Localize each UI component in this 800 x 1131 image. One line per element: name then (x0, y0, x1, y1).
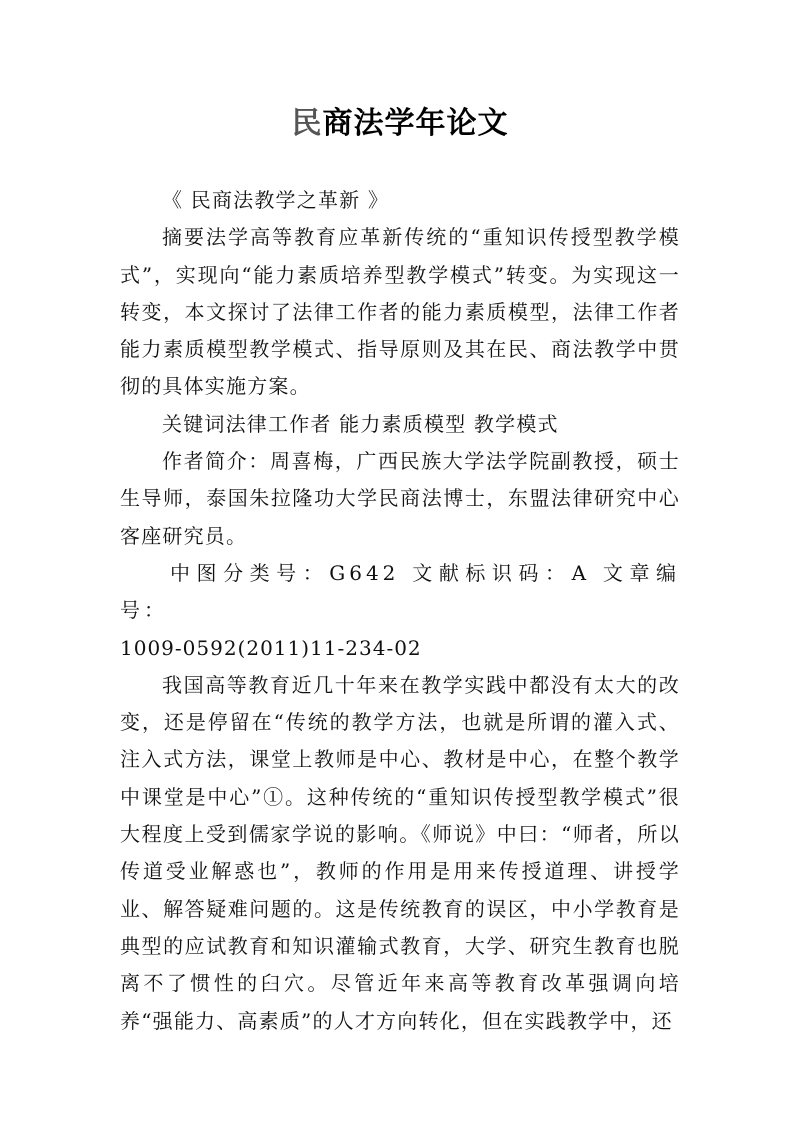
article-number-line: 1009-0592(2011)11-234-02 (120, 635, 422, 660)
article-heading: 《 民商法教学之革新 》 (162, 188, 390, 212)
title-first-char: 民 (291, 106, 323, 141)
classification-line: 中图分类号：G642 文献标识码：A 文章编号： (120, 560, 680, 623)
title-rest: 商法学年论文 (322, 106, 509, 141)
author-paragraph: 作者简介：周喜梅，广西民族大学法学院副教授，硕士生导师，泰国朱拉隆功大学民商法博士，东盟法律研究中心客座研究员。 (120, 449, 680, 548)
keywords-paragraph: 关键词法律工作者 能力素质模型 教学模式 (162, 411, 559, 436)
page-title (0, 98, 800, 142)
document-body (120, 182, 680, 1040)
body-paragraph: 我国高等教育近几十年来在教学实践中都没有太大的改变，还是停留在“传统的教学方法，也就是所谓的灌入式、注入式方法，课堂上教师是中心、教材是中心，在整个教学中课堂是中心”①。这种传统的“重知识传授型教学模式”很大程度上受到儒家学说的影响。《师说》中曰：“师者，所以传道受业解惑也”，教师的作用是用来传授道理、讲授学业、解答疑难问题的。这是传统教育的误区，中小学教育是典型的应试教育和知识灌输式教育，大学、研究生教育也脱离不了惯性的臼穴。尽管近年来高等教育改革强调向培养“强能力、高素质”的人才方向转化，但在实践教学中，还 (120, 672, 680, 1033)
abstract-paragraph: 摘要法学高等教育应革新传统的“重知识传授型教学模式”，实现向“能力素质培养型教学模式”转变。为实现这一转变，本文探讨了法律工作者的能力素质模型，法律工作者能力素质模型教学模式、指导原则及其在民、商法教学中贯彻的具体实施方案。 (120, 225, 680, 399)
